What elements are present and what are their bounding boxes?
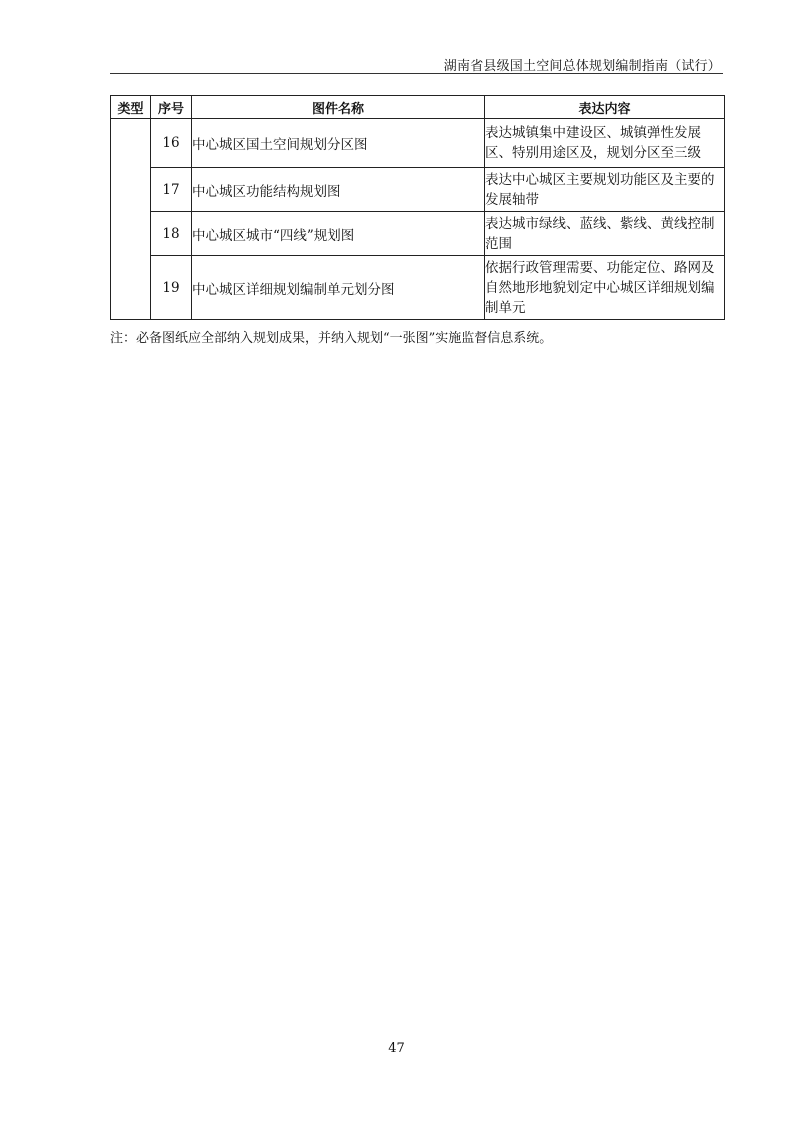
header-divider [110, 73, 723, 74]
type-cell [111, 119, 151, 320]
table-row [111, 168, 725, 212]
table-header-row [111, 96, 725, 119]
header-content: 表达内容 [485, 96, 725, 119]
drawing-name: 中心城区详细规划编制单元划分图 [192, 256, 485, 320]
page-number: 47 [388, 1041, 405, 1056]
row-number: 18 [151, 212, 192, 256]
header-type: 类型 [111, 96, 151, 119]
header-name: 图件名称 [192, 96, 485, 119]
drawing-content: 表达中心城区主要规划功能区及主要的发展轴带 [485, 168, 725, 212]
drawing-name: 中心城区功能结构规划图 [192, 168, 485, 212]
row-number: 17 [151, 168, 192, 212]
drawing-content: 依据行政管理需要、功能定位、路网及自然地形地貌划定中心城区详细规划编制单元 [485, 256, 725, 320]
drawing-name: 中心城区城市“四线”规划图 [192, 212, 485, 256]
drawing-content: 表达城镇集中建设区、城镇弹性发展区、特别用途区及，规划分区至三级 [485, 119, 725, 168]
running-header-title: 湖南省县级国土空间总体规划编制指南（试行） [443, 59, 721, 74]
table-row [111, 119, 725, 168]
table-row [111, 212, 725, 256]
drawing-content: 表达城市绿线、蓝线、紫线、黄线控制范围 [485, 212, 725, 256]
table-row [111, 256, 725, 320]
drawing-name: 中心城区国土空间规划分区图 [192, 119, 485, 168]
row-number: 19 [151, 256, 192, 320]
table-footnote: 注：必备图纸应全部纳入规划成果，并纳入规划“一张图”实施监督信息系统。 [110, 331, 553, 346]
drawings-table [110, 95, 725, 320]
header-number: 序号 [151, 96, 192, 119]
row-number: 16 [151, 119, 192, 168]
